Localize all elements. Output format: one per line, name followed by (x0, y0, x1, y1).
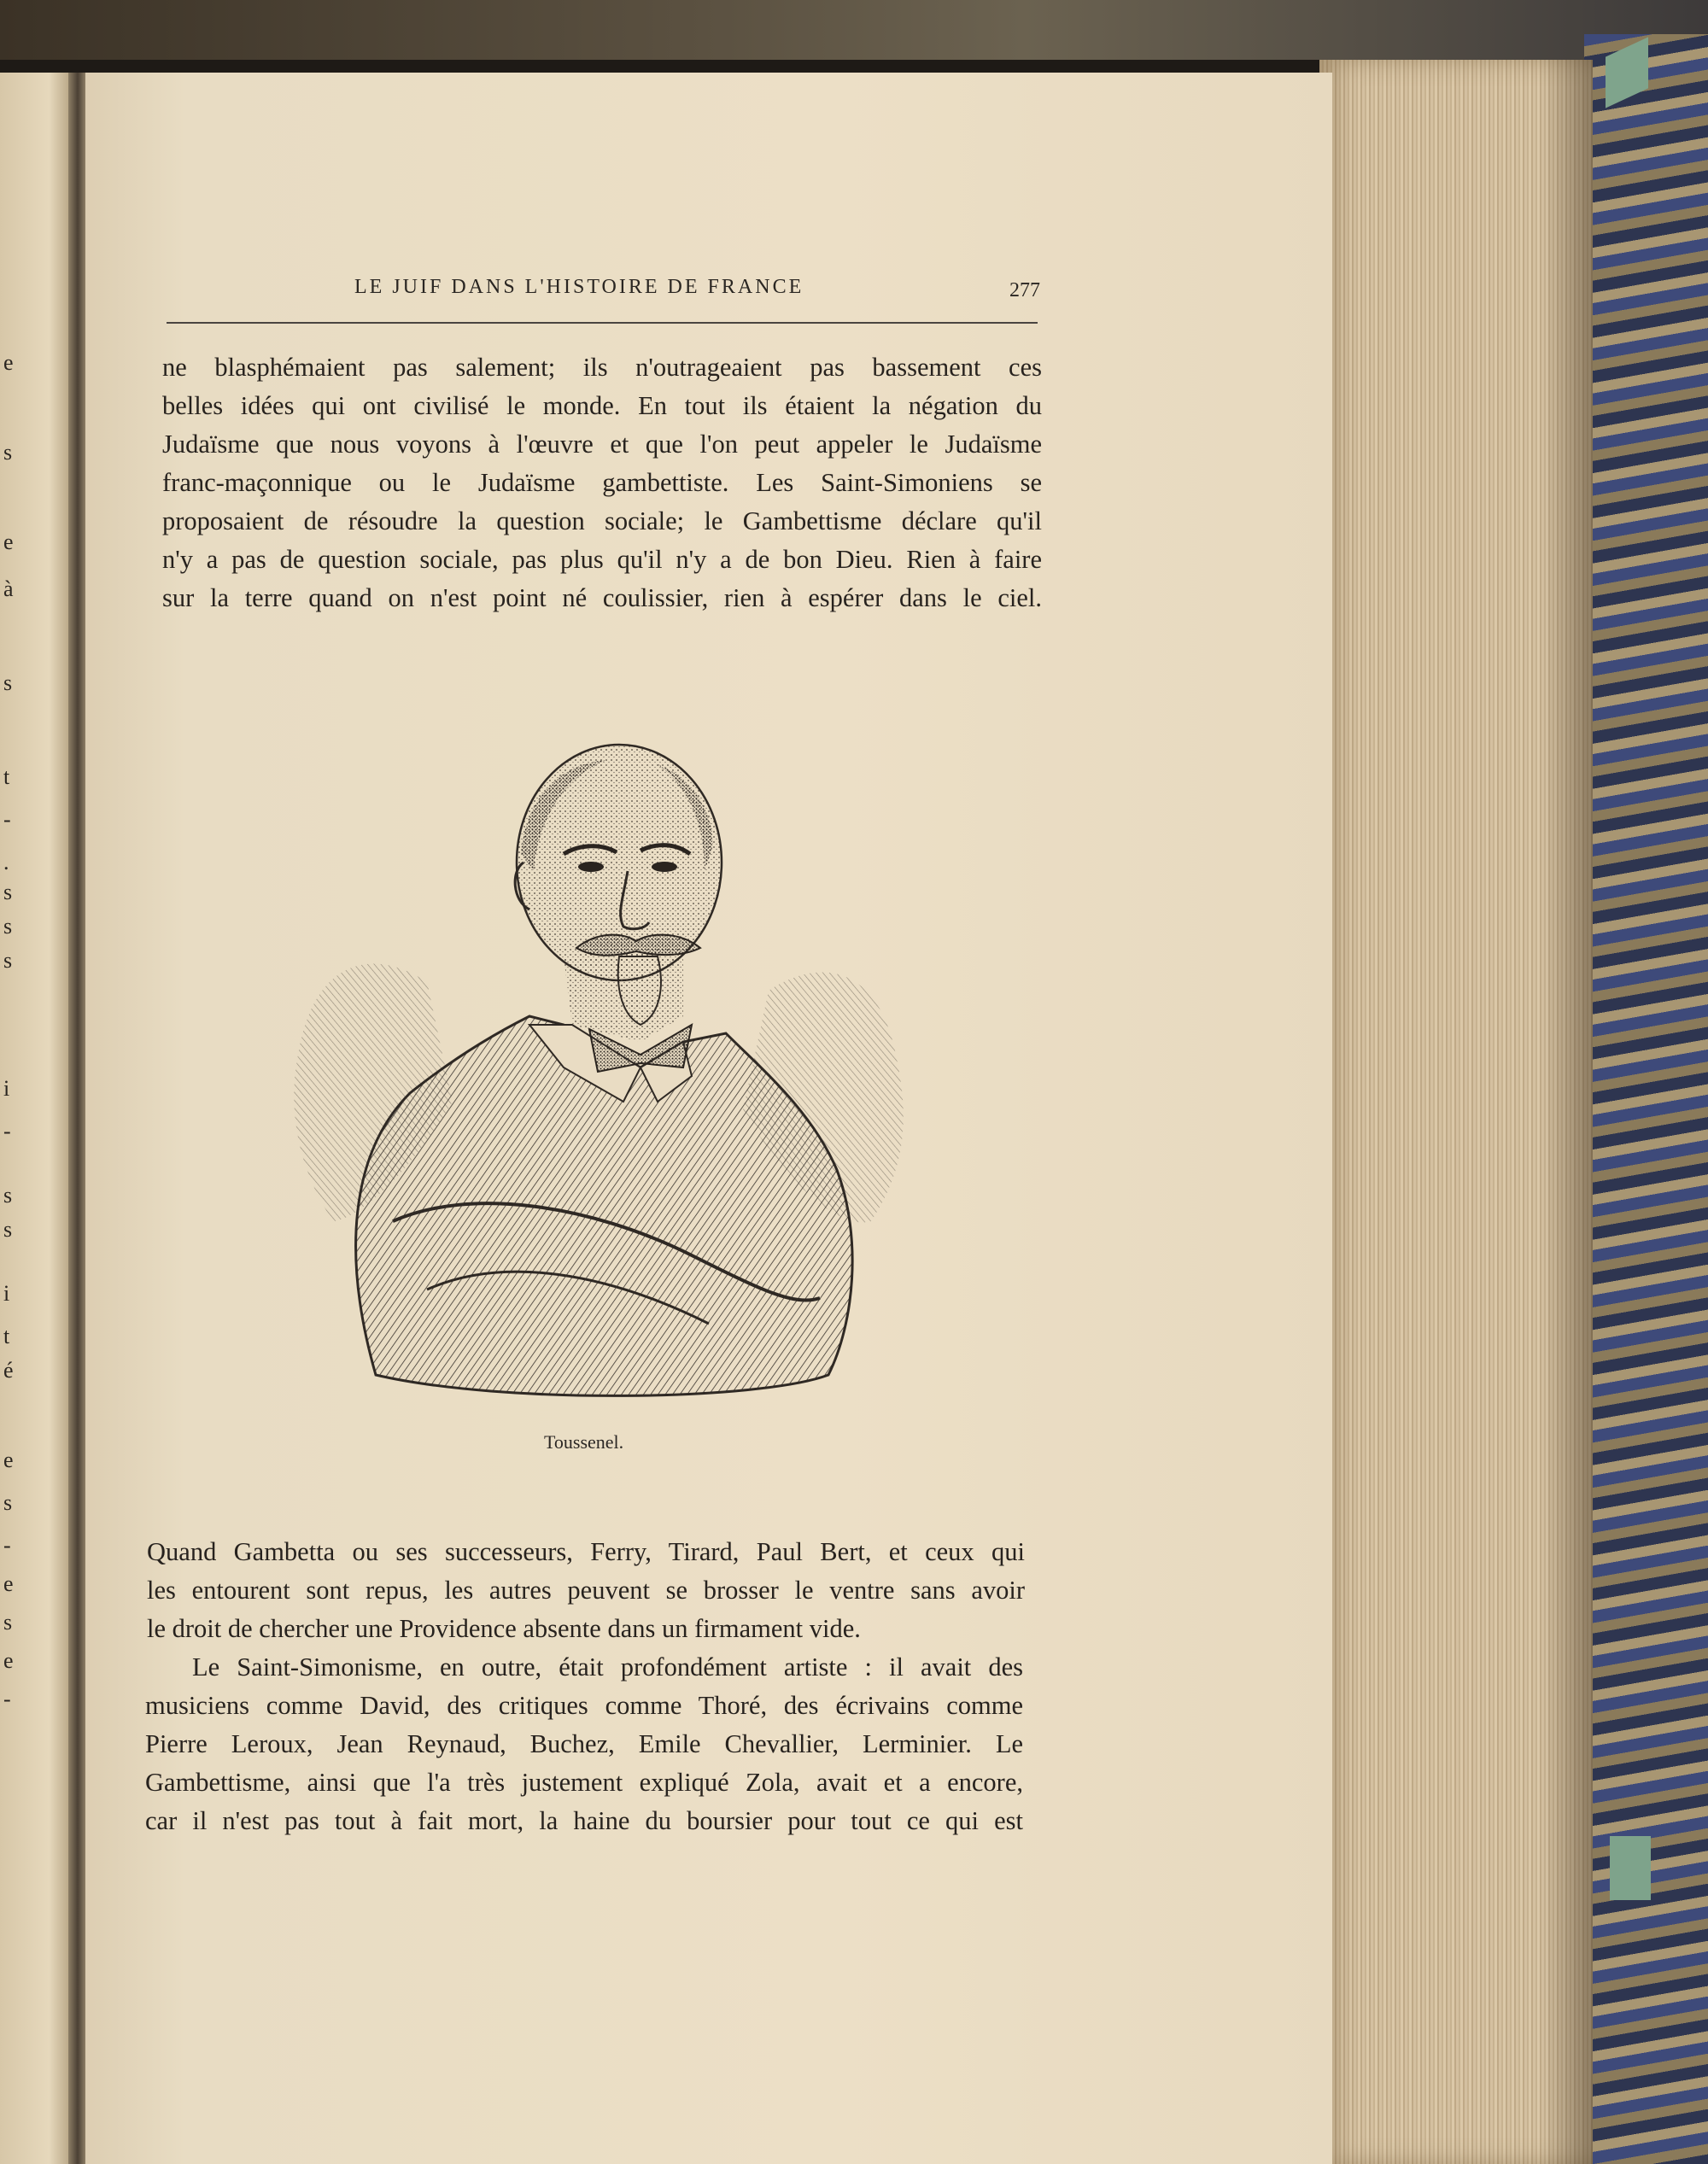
text-line: sur la terre quand on n'est point né coulissier, rien à espérer dans le ciel. (162, 583, 1042, 612)
binding-corner-bottom (1610, 1836, 1651, 1900)
text-line: Quand Gambetta ou ses successeurs, Ferry, Tirard, Paul Bert, et ceux qui (147, 1537, 1025, 1566)
text-line: Gambettisme, ainsi que l'a très justement expliqué Zola, avait et a encore, (145, 1768, 1023, 1797)
paragraph-2 (147, 1533, 1025, 1648)
text-line: proposaient de résoudre la question sociale; le Gambettisme déclare qu'il (162, 506, 1042, 535)
left-fragment: s (3, 440, 13, 465)
text-line: les entourent sont repus, les autres peuvent se brosser le ventre sans avoir (147, 1576, 1025, 1605)
text-line: ne blasphémaient pas salement; ils n'outrageaient pas bassement ces (162, 353, 1042, 382)
text-line: Le Saint-Simonisme, en outre, était profondément artiste : il avait des (192, 1652, 1023, 1681)
left-fragment: e (3, 1448, 14, 1472)
left-page-edge (0, 73, 70, 2164)
book-gutter (68, 73, 87, 2164)
left-fragment: - (3, 807, 11, 832)
left-fragment: à (3, 576, 14, 601)
left-fragment: s (3, 1610, 13, 1635)
text-line: le droit de chercher une Providence absente dans un firmament vide. (147, 1614, 861, 1643)
text-line: Pierre Leroux, Jean Reynaud, Buchez, Emile Chevallier, Lerminier. Le (145, 1729, 1023, 1758)
left-fragment: e (3, 1571, 14, 1596)
page-number: 277 (1009, 279, 1040, 301)
text-line: musiciens comme David, des critiques comme Thoré, des écrivains comme (145, 1691, 1023, 1720)
left-fragment: i (3, 1281, 10, 1306)
page-edges-stack (1319, 60, 1593, 2164)
text-line: franc-maçonnique ou le Judaïsme gambettiste. Les Saint-Simoniens se (162, 468, 1042, 497)
header-rule (167, 322, 1038, 324)
left-fragment: - (3, 1687, 11, 1711)
left-fragment: - (3, 1533, 11, 1558)
left-fragment: s (3, 1183, 13, 1208)
text-line: car il n'est pas tout à fait mort, la haine du boursier pour tout ce qui est (145, 1806, 1023, 1835)
left-fragment: é (3, 1358, 14, 1383)
left-fragment: s (3, 948, 13, 973)
figure-caption: Toussenel. (544, 1431, 624, 1453)
book-cover-top (0, 0, 1708, 60)
left-fragment: t (3, 1324, 10, 1348)
portrait-engraving (282, 743, 914, 1418)
text-line: belles idées qui ont civilisé le monde. En tout ils étaient la négation du (162, 391, 1042, 420)
left-fragment: e (3, 1648, 14, 1673)
text-line: n'y a pas de question sociale, pas plus qu'il n'y a de bon Dieu. Rien à faire (162, 545, 1042, 574)
text-line: Judaïsme que nous voyons à l'œuvre et que l'on peut appeler le Judaïsme (162, 430, 1042, 459)
left-fragment: e (3, 529, 14, 554)
running-head: LE JUIF DANS L'HISTOIRE DE FRANCE (354, 276, 804, 298)
left-fragment: - (3, 1119, 11, 1143)
left-fragment: s (3, 1490, 13, 1515)
paragraph-1 (162, 348, 1042, 617)
left-fragment: s (3, 880, 13, 904)
left-fragment: i (3, 1076, 10, 1101)
paragraph-3 (145, 1648, 1023, 1840)
left-fragment: e (3, 350, 14, 375)
left-fragment: s (3, 1217, 13, 1242)
left-fragment: . (3, 850, 9, 874)
left-fragment: s (3, 914, 13, 939)
left-fragment: s (3, 670, 13, 695)
left-fragment: t (3, 764, 10, 789)
